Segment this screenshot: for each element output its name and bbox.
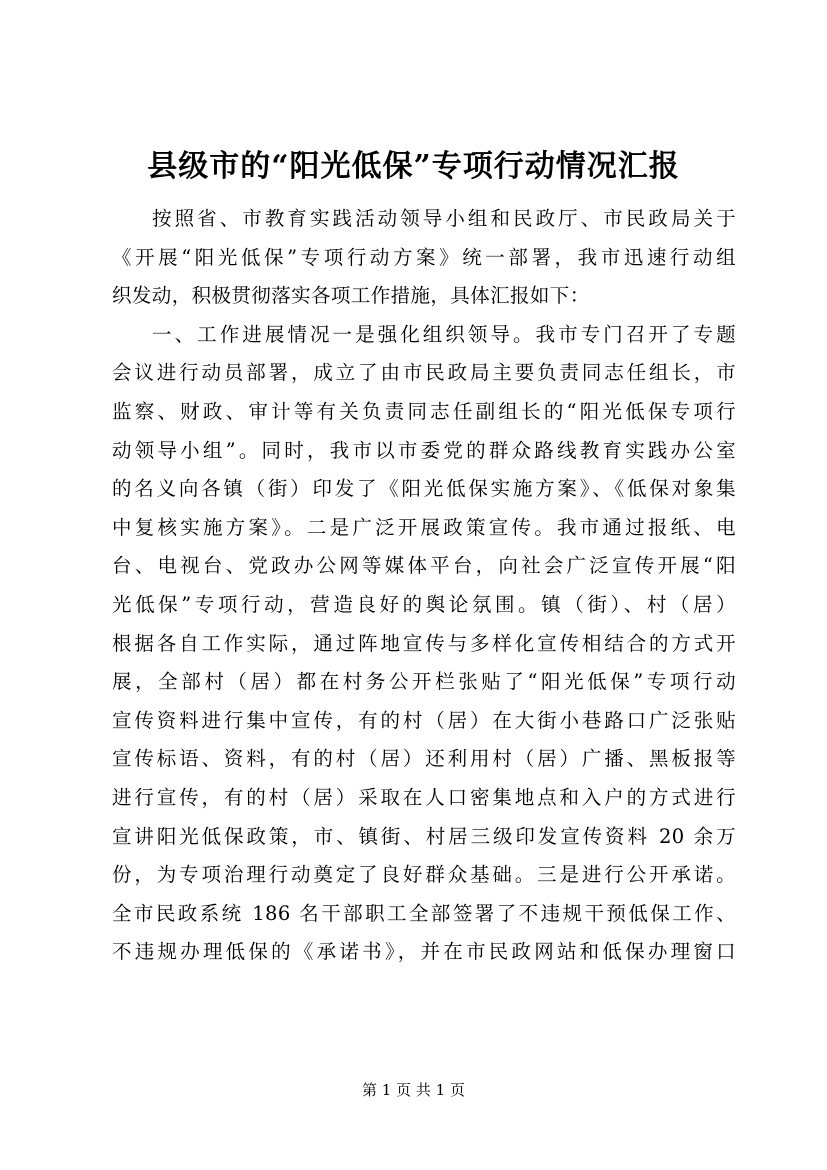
document-body — [112, 200, 736, 972]
body-line: 动领导小组”。同时，我市以市委党的群众路线教育实践办公室 — [112, 438, 736, 462]
body-line: 全市民政系统 186 名干部职工全部签署了不违规干预低保工作、 — [112, 901, 736, 925]
document-title: 县级市的“阳光低保”专项行动情况汇报 — [147, 149, 680, 184]
page-footer: 第 1 页 共 1 页 — [362, 1081, 465, 1099]
body-line: 份，为专项治理行动奠定了良好群众基础。三是进行公开承诺。 — [112, 863, 736, 887]
body-line: 台、电视台、党政办公网等媒体平台，向社会广泛宣传开展“阳 — [112, 554, 736, 578]
body-line: 织发动，积极贯彻落实各项工作措施，具体汇报如下： — [112, 284, 590, 308]
body-line: 《开展“阳光低保”专项行动方案》统一部署，我市迅速行动组 — [112, 245, 736, 269]
body-line: 根据各自工作实际，通过阵地宣传与多样化宣传相结合的方式开 — [112, 631, 736, 655]
body-line: 宣传资料进行集中宣传，有的村（居）在大街小巷路口广泛张贴 — [112, 708, 736, 732]
body-line: 会议进行动员部署，成立了由市民政局主要负责同志任组长，市 — [112, 361, 736, 385]
body-line: 进行宣传，有的村（居）采取在人口密集地点和入户的方式进行 — [112, 785, 736, 809]
body-line: 宣传标语、资料，有的村（居）还利用村（居）广播、黑板报等 — [112, 747, 736, 771]
body-line: 宣讲阳光低保政策，市、镇街、村居三级印发宣传资料 20 余万 — [112, 824, 736, 848]
body-line: 光低保”专项行动，营造良好的舆论氛围。镇（街）、村（居） — [112, 592, 736, 616]
body-line: 不违规办理低保的《承诺书》，并在市民政网站和低保办理窗口 — [112, 940, 736, 964]
body-line: 的名义向各镇（街）印发了《阳光低保实施方案》、《低保对象集 — [112, 477, 736, 501]
body-line: 一、工作进展情况一是强化组织领导。我市专门召开了专题 — [152, 322, 736, 346]
body-line: 中复核实施方案》。二是广泛开展政策宣传。我市通过报纸、电 — [112, 515, 736, 539]
body-line: 展，全部村（居）都在村务公开栏张贴了“阳光低保”专项行动 — [112, 670, 736, 694]
body-line: 按照省、市教育实践活动领导小组和民政厅、市民政局关于 — [152, 207, 736, 230]
body-line: 监察、财政、审计等有关负责同志任副组长的“阳光低保专项行 — [112, 399, 736, 423]
